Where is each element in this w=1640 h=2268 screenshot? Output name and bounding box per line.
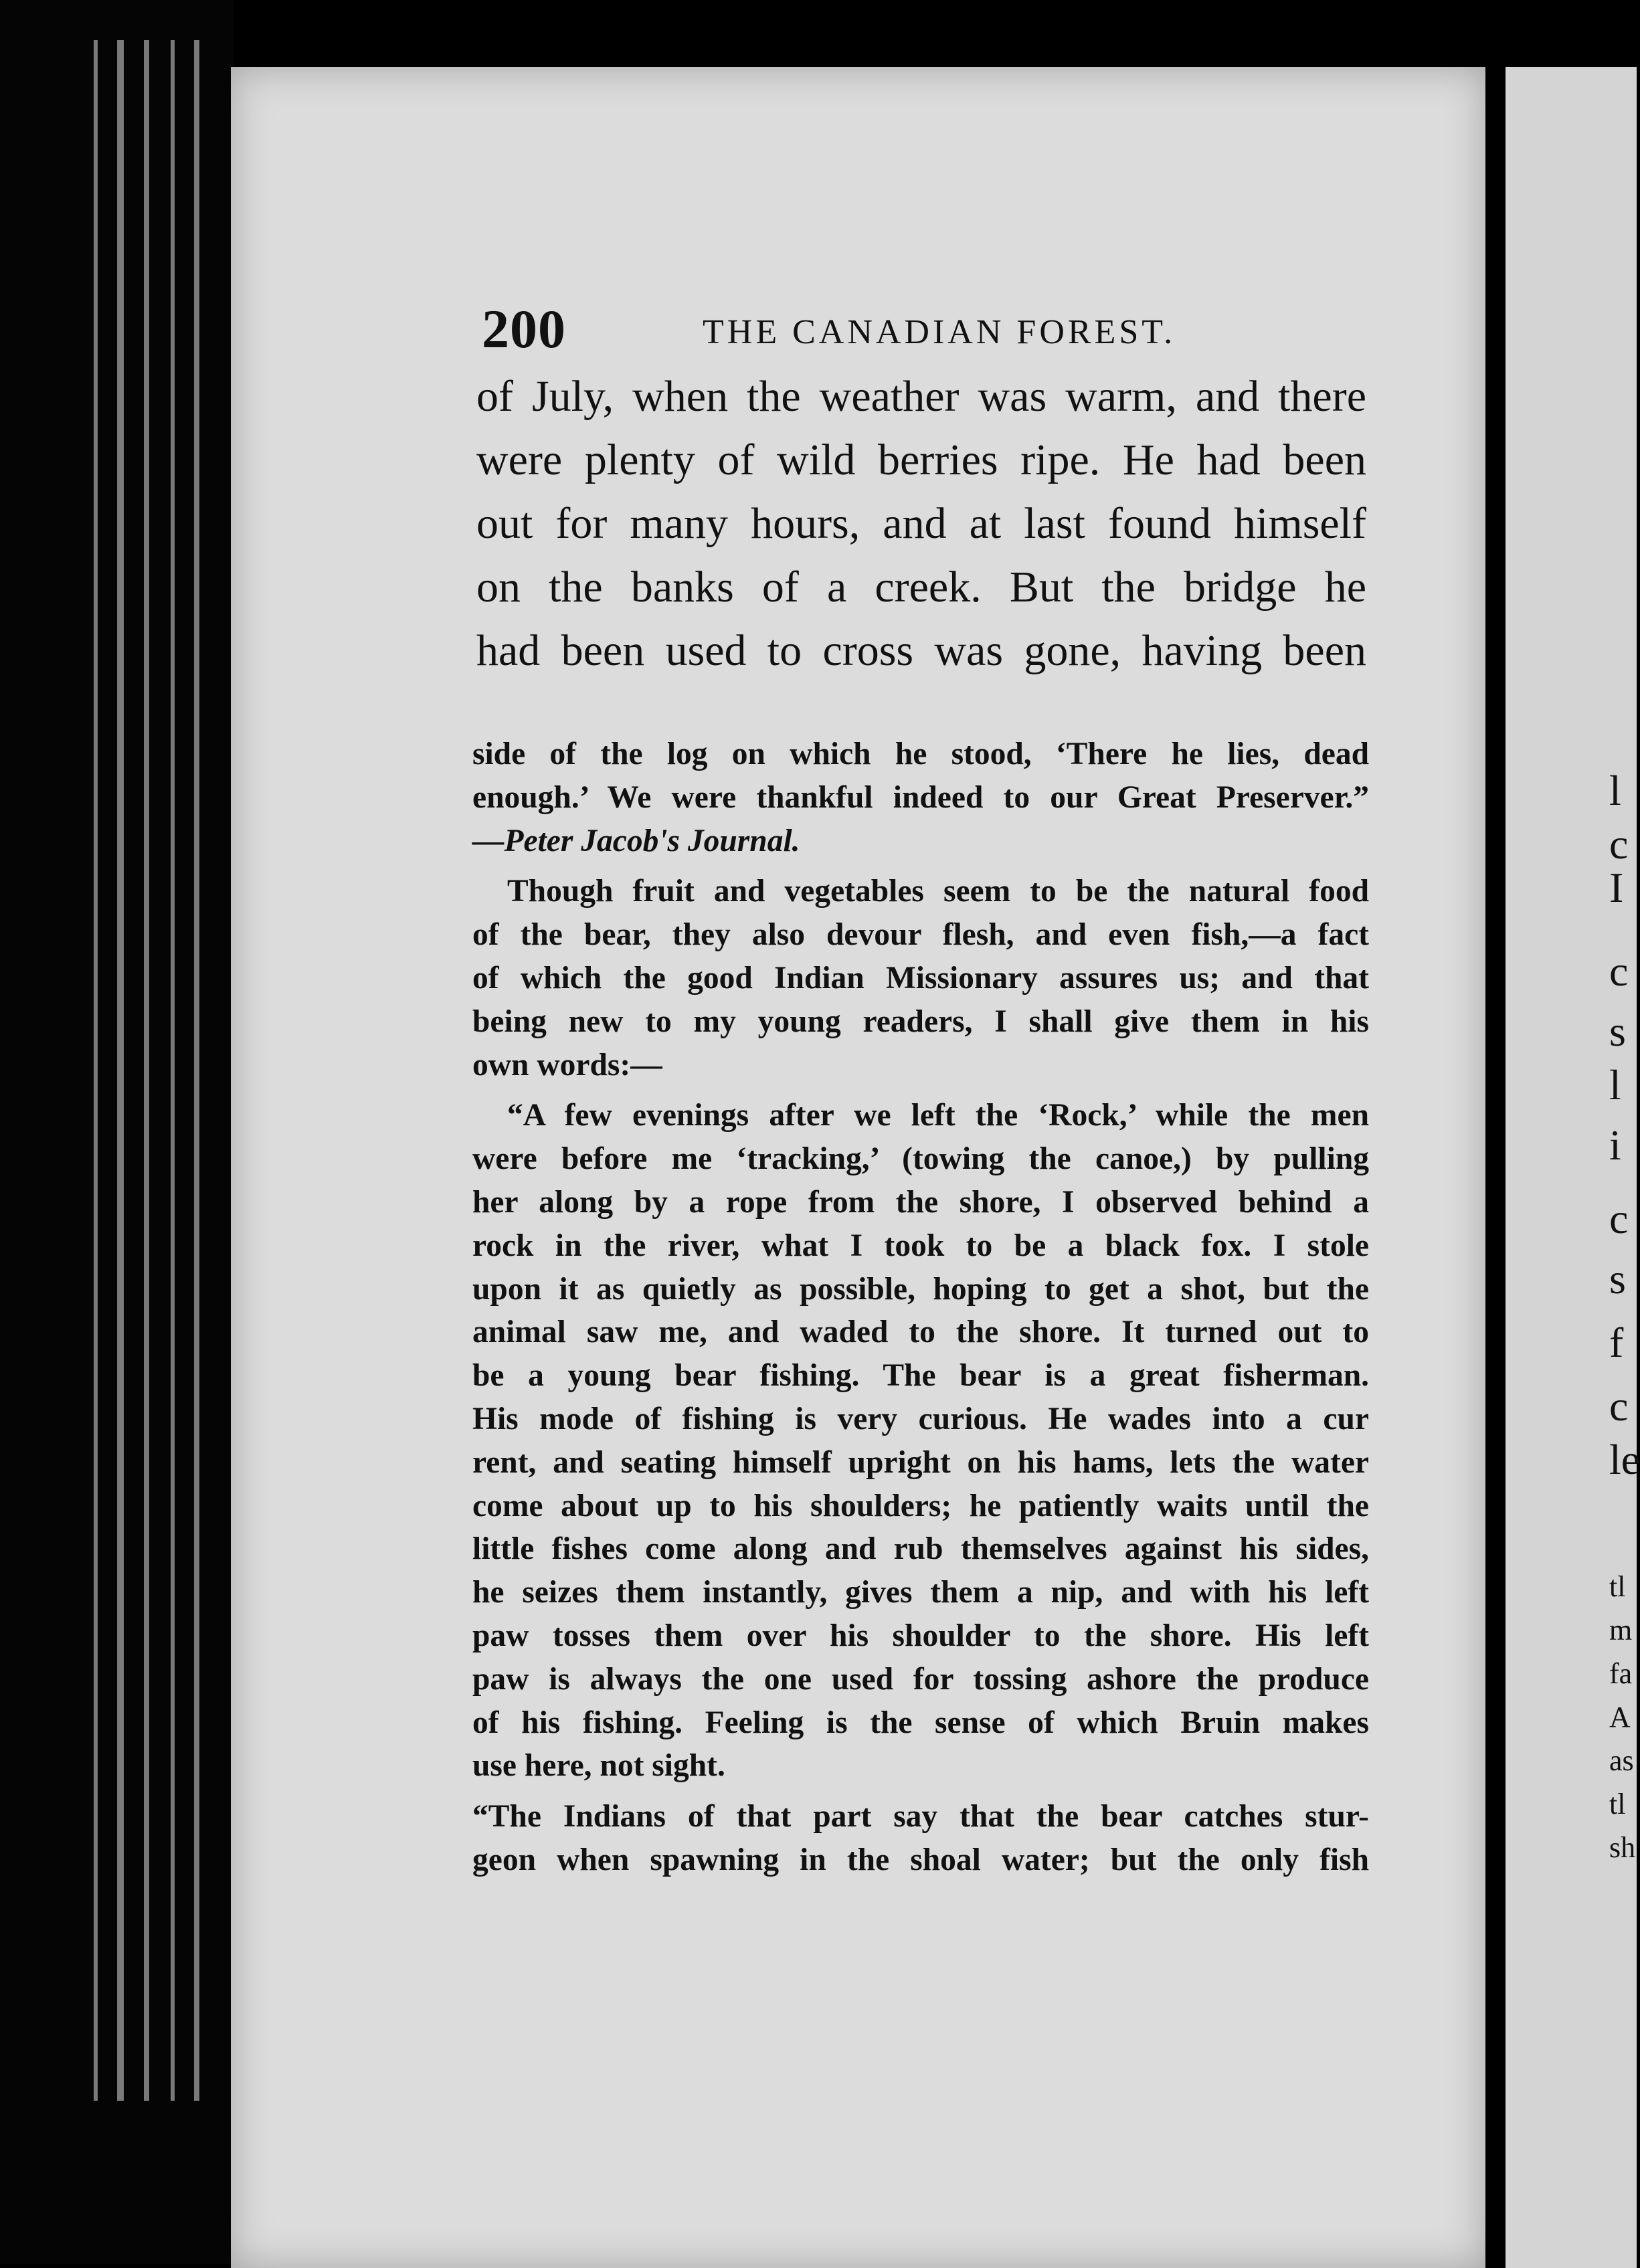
text-line: geon when spawning in the shoal water; but the only fish xyxy=(472,1842,1369,1877)
text-line: of which the good Indian Missionary assures us; and that xyxy=(472,960,1369,996)
text-line: of his fishing. Feeling is the sense of which Bruin makes xyxy=(472,1705,1369,1740)
text-line: were plenty of wild berries ripe. He had been xyxy=(476,436,1366,484)
text-line: be a young bear fishing. The bear is a great fisherman. xyxy=(472,1358,1369,1394)
text-line: of July, when the weather was warm, and there xyxy=(476,372,1366,421)
text-line: paw tosses them over his shoulder to the shore. His left xyxy=(472,1618,1369,1653)
text-line: use here, not sight. xyxy=(472,1748,725,1784)
small-type-passage xyxy=(472,733,1369,1882)
facing-letter: tl xyxy=(1609,1570,1626,1603)
facing-letter: s xyxy=(1609,1008,1626,1055)
page-number: 200 xyxy=(482,298,566,359)
facing-letter: i xyxy=(1609,1121,1621,1169)
text-line: were before me ‘tracking,’ (towing the canoe,) by pulling xyxy=(472,1141,1369,1177)
text-line: Though fruit and vegetables seem to be the natural food xyxy=(507,874,1369,909)
facing-letter: c xyxy=(1609,820,1629,868)
text-line: little fishes come along and rub themselves against his sides, xyxy=(472,1531,1369,1567)
text-line: “The Indians of that part say that the bear catches stur- xyxy=(472,1799,1369,1834)
text-line: on the banks of a creek. But the bridge he xyxy=(476,563,1366,611)
facing-letter: l xyxy=(1609,1061,1621,1109)
facing-letter: c xyxy=(1609,1382,1629,1430)
large-type-passage xyxy=(476,365,1366,682)
text-line: enough.’ We were thankful indeed to our Great Preserver.” xyxy=(472,779,1369,815)
text-line: had been used to cross was gone, having been xyxy=(476,626,1366,675)
text-line: animal saw me, and waded to the shore. It turned out to xyxy=(472,1315,1369,1350)
text-line: upon it as quietly as possible, hoping to get a shot, but the xyxy=(472,1271,1369,1307)
facing-letter: sh xyxy=(1609,1831,1636,1864)
facing-letter: c xyxy=(1609,947,1629,995)
text-line: own words:— xyxy=(472,1047,662,1082)
text-line: rock in the river, what I took to be a black fox. I stole xyxy=(472,1228,1369,1263)
text-line: rent, and seating himself upright on his hams, lets the water xyxy=(472,1444,1369,1480)
text-line: out for many hours, and at last found himself xyxy=(476,499,1366,548)
facing-letter: f xyxy=(1609,1319,1624,1366)
facing-letter: as xyxy=(1609,1744,1634,1777)
facing-letter: m xyxy=(1609,1614,1633,1646)
text-line: being new to my young readers, I shall give them in his xyxy=(472,1004,1369,1039)
facing-letter: tl xyxy=(1609,1788,1626,1820)
facing-letter: le xyxy=(1609,1436,1640,1483)
text-line: His mode of fishing is very curious. He wades into a cur xyxy=(472,1401,1369,1436)
text-line: her along by a rope from the shore, I observed behind a xyxy=(472,1184,1369,1220)
text-line: paw is always the one used for tossing ashore the produce xyxy=(472,1661,1369,1697)
book-binding xyxy=(0,0,234,2264)
facing-letter: I xyxy=(1609,864,1624,911)
text-line: side of the log on which he stood, ‘There he lies, dead xyxy=(472,737,1369,771)
text-line: come about up to his shoulders; he patiently waits until the xyxy=(472,1488,1369,1523)
facing-letter: A xyxy=(1609,1701,1631,1733)
facing-letter: l xyxy=(1609,767,1621,814)
facing-letter: s xyxy=(1609,1255,1626,1303)
text-line: of the bear, they also devour flesh, and even fish,—a fact xyxy=(472,917,1369,953)
facing-letter: c xyxy=(1609,1195,1629,1242)
facing-letter: fa xyxy=(1609,1657,1633,1690)
citation: —Peter Jacob's Journal. xyxy=(472,823,800,858)
page-title: THE CANADIAN FOREST. xyxy=(703,313,1176,351)
text-line: he seizes them instantly, gives them a nip, and with his left xyxy=(472,1575,1369,1610)
text-line: “A few evenings after we left the ‘Rock,’ while the men xyxy=(507,1098,1369,1133)
